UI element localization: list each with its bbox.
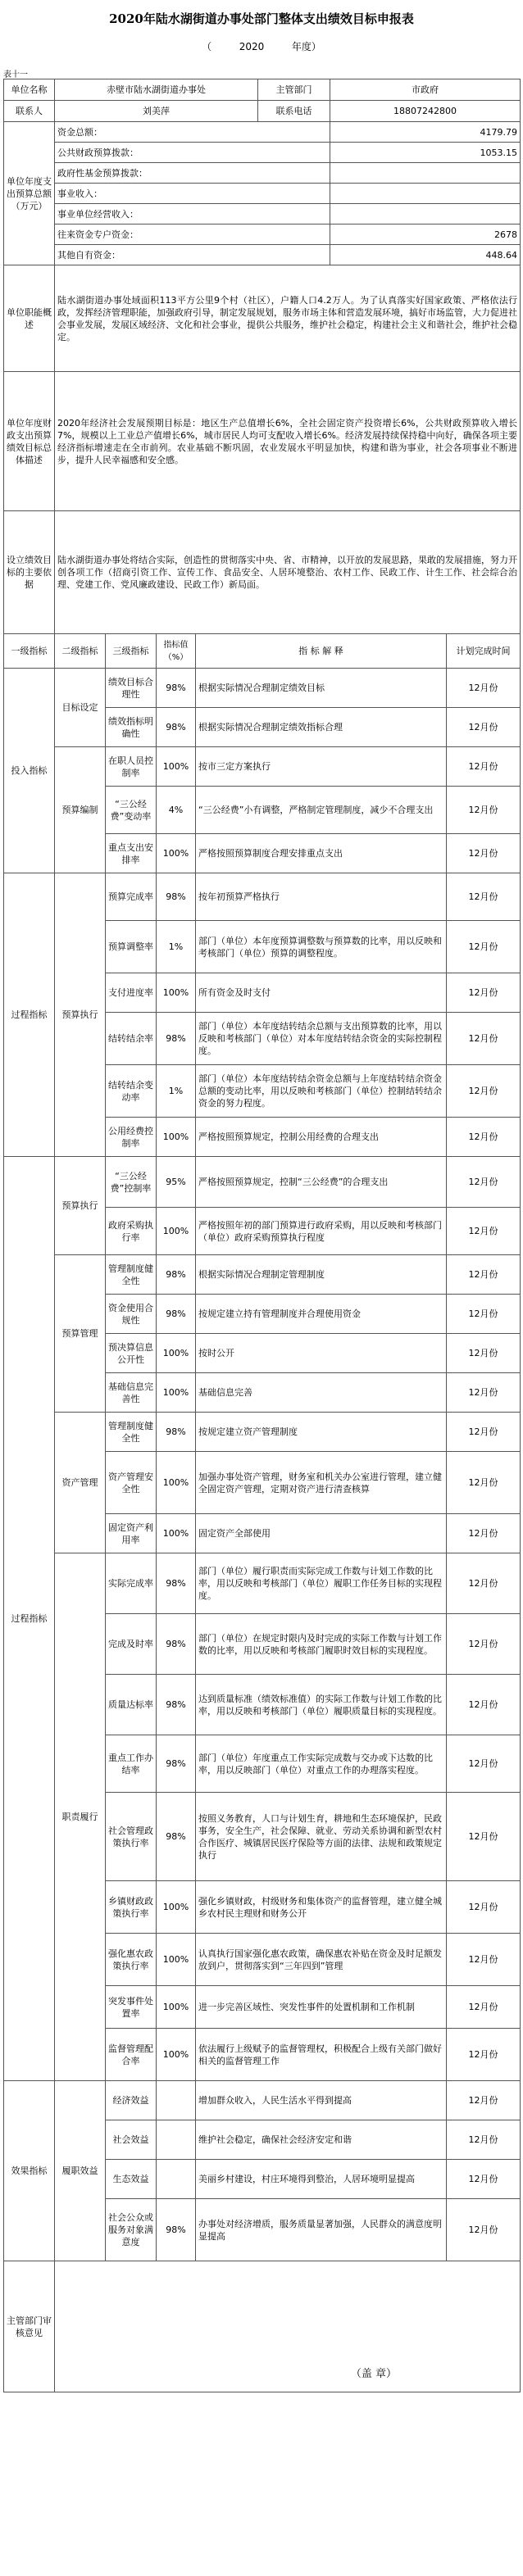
indicator-level1: 过程指标: [4, 1157, 55, 2081]
indicator-value: 100%: [157, 1986, 196, 2029]
year-suffix: 年度）: [291, 41, 321, 52]
indicator-value: 98%: [157, 1255, 196, 1295]
indicator-level3: 预算调整率: [106, 921, 157, 973]
indicator-time: 12月份: [447, 1413, 521, 1452]
indicator-level3: 社会公众或服务对象满意度: [106, 2199, 157, 2261]
indicator-description: 部门（单位）在规定时限内及时完成的实际工作数与计划工作数的比率，用以反映和考核部门履职时效目标的实现程度。: [196, 1614, 447, 1675]
indicator-description: 增加群众收入，人民生活水平得到提高: [196, 2081, 447, 2120]
indicator-level3: 管理制度健全性: [106, 1413, 157, 1452]
indicator-level3: 生态效益: [106, 2160, 157, 2199]
dept-value: 市政府: [330, 79, 521, 101]
indicator-description: 部门（单位）年度重点工作实际完成数与交办或下达数的比率，用以反映部门（单位）对重点工作的办理落实程度。: [196, 1735, 447, 1793]
indicator-value: 98%: [157, 708, 196, 747]
indicator-description: 按规定建立持有管理制度并合理使用资金: [196, 1295, 447, 1334]
indicator-description: 严格按照年初的部门预算进行政府采购，用以反映和考核部门（单位）政府采购预算执行程度: [196, 1208, 447, 1255]
indicator-time: 12月份: [447, 2120, 521, 2160]
phone-value: 18807242800: [330, 101, 521, 122]
budget-item-value: 448.64: [330, 245, 521, 265]
indicator-time: 12月份: [447, 1735, 521, 1793]
indicator-description: 基础信息完善: [196, 1373, 447, 1413]
indicator-description: 按照义务教育，人口与计划生育，耕地和生态环境保护，民政事务，安全生产，社会保障、就业、劳动关系协调和新型农村合作医疗、城镇居民医疗保险等方面的法律、法规和政策规定执行: [196, 1793, 447, 1881]
indicator-level3: 资金使用合规性: [106, 1295, 157, 1334]
overview-row: [4, 265, 521, 372]
indicator-level2: 职责履行: [55, 1553, 106, 2081]
indicator-time: 12月份: [447, 787, 521, 834]
indicator-time: 12月份: [447, 2029, 521, 2081]
indicator-level1: 过程指标: [4, 873, 55, 1157]
year-line: [0, 39, 523, 53]
indicator-value: 98%: [157, 1793, 196, 1881]
indicator-level3: 结转结余率: [106, 1013, 157, 1065]
indicator-time: 12月份: [447, 834, 521, 873]
indicator-time: 12月份: [447, 2081, 521, 2120]
indicator-description: 部门（单位）本年度结转结余资金总额与上年度结转结余资金总额的变动比率，用以反映和考核部门（单位）控制结转结余资金的努力程度。: [196, 1065, 447, 1118]
contact-row: [4, 101, 521, 122]
indicator-row: [4, 747, 521, 787]
indicator-description: 部门（单位）本年度结转结余总额与支出预算数的比率，用以反映和考核部门（单位）对本年度结转结余资金的实际控制程度。: [196, 1013, 447, 1065]
indicator-level3: 绩效目标合理性: [106, 669, 157, 708]
indicator-value: 98%: [157, 1013, 196, 1065]
indicator-value: 98%: [157, 1295, 196, 1334]
budget-row: [4, 245, 521, 265]
indicator-description: 根据实际情况合理制定绩效指标合理: [196, 708, 447, 747]
budget-row: [4, 163, 521, 184]
indicator-level2: 资产管理: [55, 1413, 106, 1553]
indicator-time: 12月份: [447, 1793, 521, 1881]
indicator-level3: 社会效益: [106, 2120, 157, 2160]
indicator-level3: 支付进度率: [106, 973, 157, 1013]
indicator-time: 12月份: [447, 1934, 521, 1986]
indicator-value: 100%: [157, 1452, 196, 1514]
budget-item-name: 往来资金专户资金：: [55, 224, 330, 245]
form-table: [3, 79, 521, 2392]
seal-text: （盖 章）: [55, 2261, 521, 2392]
indicator-time: 12月份: [447, 1675, 521, 1735]
indicator-level3: “三公经费”控制率: [106, 1157, 157, 1208]
budget-row: [4, 224, 521, 245]
indicator-value: 100%: [157, 1934, 196, 1986]
indicator-value: 100%: [157, 1514, 196, 1553]
indicator-time: 12月份: [447, 1065, 521, 1118]
budget-item-name: 政府性基金预算拨款：: [55, 163, 330, 184]
indicator-description: 严格按照预算规定，控制公用经费的合理支出: [196, 1118, 447, 1157]
indicator-value: 100%: [157, 2029, 196, 2081]
header-l3: 三级指标: [106, 634, 157, 669]
indicator-level2: 预算管理: [55, 1255, 106, 1413]
indicator-level3: 预决算信息公开性: [106, 1334, 157, 1373]
indicator-time: 12月份: [447, 921, 521, 973]
budget-item-value: 2678: [330, 224, 521, 245]
budget-item-name: 公共财政预算拨款：: [55, 143, 330, 163]
table-number: 表十一: [3, 70, 28, 79]
indicator-time: 12月份: [447, 1295, 521, 1334]
indicator-level3: 政府采购执行率: [106, 1208, 157, 1255]
header-desc: 指 标 解 释: [196, 634, 447, 669]
contact-value: 刘美萍: [55, 101, 258, 122]
header-value: 指标值（%）: [157, 634, 196, 669]
measures-row: [4, 511, 521, 634]
indicator-description: 固定资产全部使用: [196, 1514, 447, 1553]
indicator-level3: 固定资产利用率: [106, 1514, 157, 1553]
indicator-description: 按规定建立资产管理制度: [196, 1413, 447, 1452]
indicator-time: 12月份: [447, 1553, 521, 1614]
indicator-value: [157, 2160, 196, 2199]
indicator-level3: 结转结余变动率: [106, 1065, 157, 1118]
dept-label: 主管部门: [258, 79, 330, 101]
indicator-level1: 投入指标: [4, 669, 55, 873]
indicator-description: 按时公开: [196, 1334, 447, 1373]
footer-row: [4, 2261, 521, 2392]
overview-label: 单位职能概述: [4, 265, 55, 372]
indicator-time: 12月份: [447, 1986, 521, 2029]
indicator-level3: 经济效益: [106, 2081, 157, 2120]
indicator-value: 1%: [157, 921, 196, 973]
indicator-value: 98%: [157, 1675, 196, 1735]
indicator-level3: 突发事件处置率: [106, 1986, 157, 2029]
indicator-description: 按市三定方案执行: [196, 747, 447, 787]
indicator-level3: 公用经费控制率: [106, 1118, 157, 1157]
indicator-time: 12月份: [447, 1208, 521, 1255]
year-open: （: [202, 41, 212, 52]
indicator-value: 100%: [157, 1373, 196, 1413]
indicator-value: 1%: [157, 1065, 196, 1118]
budget-label: 单位年度支出预算总额（万元）: [4, 122, 55, 265]
indicator-level3: 预算完成率: [106, 873, 157, 921]
indicator-time: 12月份: [447, 747, 521, 787]
unit-name-label: 单位名称: [4, 79, 55, 101]
indicator-level2: 目标设定: [55, 669, 106, 747]
header-l2: 二级指标: [55, 634, 106, 669]
indicator-level3: 质量达标率: [106, 1675, 157, 1735]
indicator-time: 12月份: [447, 2160, 521, 2199]
indicator-time: 12月份: [447, 2199, 521, 2261]
indicator-row: [4, 873, 521, 921]
indicator-time: 12月份: [447, 1881, 521, 1934]
indicator-value: 100%: [157, 1208, 196, 1255]
report-year: 2020: [239, 41, 265, 52]
indicator-description: 达到质量标准（绩效标准值）的实际工作数与计划工作数的比率，用以反映和考核部门（单位）履职质量目标的实现程度。: [196, 1675, 447, 1735]
budget-item-value: [330, 184, 521, 204]
indicator-value: 100%: [157, 834, 196, 873]
overview-text: 陆水湖街道办事处域面积113平方公里9个村（社区），户籍人口4.2万人。为了认真落实好国家政策、严格依法行政，发挥经济管理职能，加强政府引导，制定发展规划，服务市场主体和营造发展环境，搞好市场监管，大力促进社会事业发展，发展区域经济、文化和社会事业，提供公共服务，维护社会稳定，构建社会主义和谐社会，维护社会稳定。: [55, 265, 521, 372]
indicator-description: 根据实际情况合理制定绩效目标: [196, 669, 447, 708]
indicator-value: 98%: [157, 2199, 196, 2261]
indicator-time: 12月份: [447, 1452, 521, 1514]
indicator-level3: 重点支出安排率: [106, 834, 157, 873]
indicator-level3: “三公经费”变动率: [106, 787, 157, 834]
indicator-time: 12月份: [447, 1013, 521, 1065]
indicator-value: 100%: [157, 973, 196, 1013]
indicator-description: 所有资金及时支付: [196, 973, 447, 1013]
indicator-level3: 社会管理政策执行率: [106, 1793, 157, 1881]
unit-row: [4, 79, 521, 101]
indicator-time: 12月份: [447, 708, 521, 747]
indicator-time: 12月份: [447, 1118, 521, 1157]
indicator-level3: 监督管理配合率: [106, 2029, 157, 2081]
indicator-description: 美丽乡村建设，村庄环境得到整治，人居环境明显提高: [196, 2160, 447, 2199]
indicator-description: 认真执行国家强化惠农政策，确保惠农补贴在资金及时足额发放到户，贯彻落实到“三年四到”管理: [196, 1934, 447, 1986]
indicator-level3: 乡镇财政政策执行率: [106, 1881, 157, 1934]
budget-item-value: [330, 163, 521, 184]
indicator-row: [4, 669, 521, 708]
indicator-value: 98%: [157, 873, 196, 921]
budget-item-value: [330, 204, 521, 224]
indicator-description: 根据实际情况合理制定管理制度: [196, 1255, 447, 1295]
indicator-description: 按年初预算严格执行: [196, 873, 447, 921]
header-time: 计划完成时间: [447, 634, 521, 669]
indicator-level3: 管理制度健全性: [106, 1255, 157, 1295]
indicator-description: 强化乡镇财政，村级财务和集体资产的监督管理，建立健全城乡农村民主理财和财务公开: [196, 1881, 447, 1934]
budget-row: [4, 184, 521, 204]
contact-label: 联系人: [4, 101, 55, 122]
indicator-value: 98%: [157, 669, 196, 708]
indicator-description: 严格按照预算制度合理安排重点支出: [196, 834, 447, 873]
indicator-description: 依法履行上级赋予的监督管理权，积极配合上级有关部门做好相关的监督管理工作: [196, 2029, 447, 2081]
measures-text: 陆水湖街道办事处将结合实际，创造性的贯彻落实中央、省、市精神，以开放的发展思路，果敢的发展措施，努力开创各项工作（招商引资工作、宣传工作、食品安全、人居环境整治、农村工作、民政工作、计生工作、社会综合治理、党建工作、党风廉政建设、民政工作）新局面。: [55, 511, 521, 634]
goal-label: 单位年度财政支出预算绩效目标总体描述: [4, 372, 55, 511]
phone-label: 联系电话: [258, 101, 330, 122]
budget-item-value: 1053.15: [330, 143, 521, 163]
indicator-value: 100%: [157, 747, 196, 787]
goal-row: [4, 372, 521, 511]
indicator-row: [4, 1255, 521, 1295]
budget-item-name: 资金总额：: [55, 122, 330, 143]
indicator-time: 12月份: [447, 1255, 521, 1295]
indicator-value: [157, 2081, 196, 2120]
indicator-value: 100%: [157, 1881, 196, 1934]
indicator-time: 12月份: [447, 669, 521, 708]
indicator-description: 部门（单位）履行职责而实际完成工作数与计划工作数的比率，用以反映和考核部门（单位）履职工作任务目标的实现程度。: [196, 1553, 447, 1614]
indicator-description: “三公经费”小有调整，严格制定管理制度，减少不合理支出: [196, 787, 447, 834]
indicator-row: [4, 2081, 521, 2120]
indicator-level2: 预算执行: [55, 1157, 106, 1255]
indicator-description: 办事处对经济增质，服务质量显著加强，人民群众的满意度明显提高: [196, 2199, 447, 2261]
indicator-value: 98%: [157, 1413, 196, 1452]
indicator-description: 加强办事处资产管理，财务室和机关办公室进行管理，建立健全固定资产管理，定期对资产进行清查核算: [196, 1452, 447, 1514]
measures-label: 设立绩效目标的主要依据: [4, 511, 55, 634]
indicator-description: 维护社会稳定，确保社会经济安定和谐: [196, 2120, 447, 2160]
indicator-level1: 效果指标: [4, 2081, 55, 2261]
indicator-description: 严格按照预算规定，控制“三公经费”的合理支出: [196, 1157, 447, 1208]
header-l1: 一级指标: [4, 634, 55, 669]
budget-item-value: 4179.79: [330, 122, 521, 143]
budget-item-name: 事业单位经营收入：: [55, 204, 330, 224]
indicator-time: 12月份: [447, 1373, 521, 1413]
budget-item-name: 事业收入：: [55, 184, 330, 204]
indicator-time: 12月份: [447, 1334, 521, 1373]
indicator-value: 4%: [157, 787, 196, 834]
footer-label: 主管部门审核意见: [4, 2261, 55, 2392]
indicator-level3: 基础信息完善性: [106, 1373, 157, 1413]
unit-name: 赤壁市陆水湖街道办事处: [55, 79, 258, 101]
indicator-row: [4, 1553, 521, 1614]
indicator-level3: 资产管理安全性: [106, 1452, 157, 1514]
indicator-description: 进一步完善区域性、突发性事件的处置机制和工作机制: [196, 1986, 447, 2029]
indicator-row: [4, 1413, 521, 1452]
indicator-level3: 绩效指标明确性: [106, 708, 157, 747]
budget-item-name: 其他自有资金：: [55, 245, 330, 265]
indicator-level3: 在职人员控制率: [106, 747, 157, 787]
indicator-level2: 预算编制: [55, 747, 106, 873]
indicator-row: [4, 1157, 521, 1208]
budget-row: [4, 143, 521, 163]
budget-row: [4, 204, 521, 224]
indicator-value: 95%: [157, 1157, 196, 1208]
budget-row: [4, 122, 521, 143]
indicator-description: 部门（单位）本年度预算调整数与预算数的比率，用以反映和考核部门（单位）预算的调整程度。: [196, 921, 447, 973]
indicator-header-row: [4, 634, 521, 669]
indicator-time: 12月份: [447, 1614, 521, 1675]
indicator-time: 12月份: [447, 873, 521, 921]
indicator-level3: 重点工作办结率: [106, 1735, 157, 1793]
indicator-time: 12月份: [447, 1514, 521, 1553]
indicator-value: 98%: [157, 1614, 196, 1675]
report-title: 2020年陆水湖街道办事处部门整体支出绩效目标申报表: [109, 11, 414, 26]
indicator-value: 100%: [157, 1334, 196, 1373]
indicator-value: 100%: [157, 1118, 196, 1157]
indicator-level3: 强化惠农政策执行率: [106, 1934, 157, 1986]
indicator-value: 98%: [157, 1553, 196, 1614]
indicator-time: 12月份: [447, 973, 521, 1013]
indicator-level3: 实际完成率: [106, 1553, 157, 1614]
indicator-value: 98%: [157, 1735, 196, 1793]
indicator-time: 12月份: [447, 1157, 521, 1208]
goal-text: 2020年经济社会发展预期目标是：地区生产总值增长6%，全社会固定资产投资增长6%，公共财政预算收入增长7%，规模以上工业总产值增长6%，城市居民人均可支配收入增长6%。经济发展持续保持稳中向好，确保各项主要经济指标增速走在全市前列。农业基础不断巩固，农业发展水平明显加快，构建和谐为事业，社会各项事业不断进步，提升人民幸福感和安全感。: [55, 372, 521, 511]
indicator-level2: 履职效益: [55, 2081, 106, 2261]
indicator-level2: 预算执行: [55, 873, 106, 1157]
indicator-rows: [4, 669, 521, 2261]
indicator-value: [157, 2120, 196, 2160]
indicator-level3: 完成及时率: [106, 1614, 157, 1675]
